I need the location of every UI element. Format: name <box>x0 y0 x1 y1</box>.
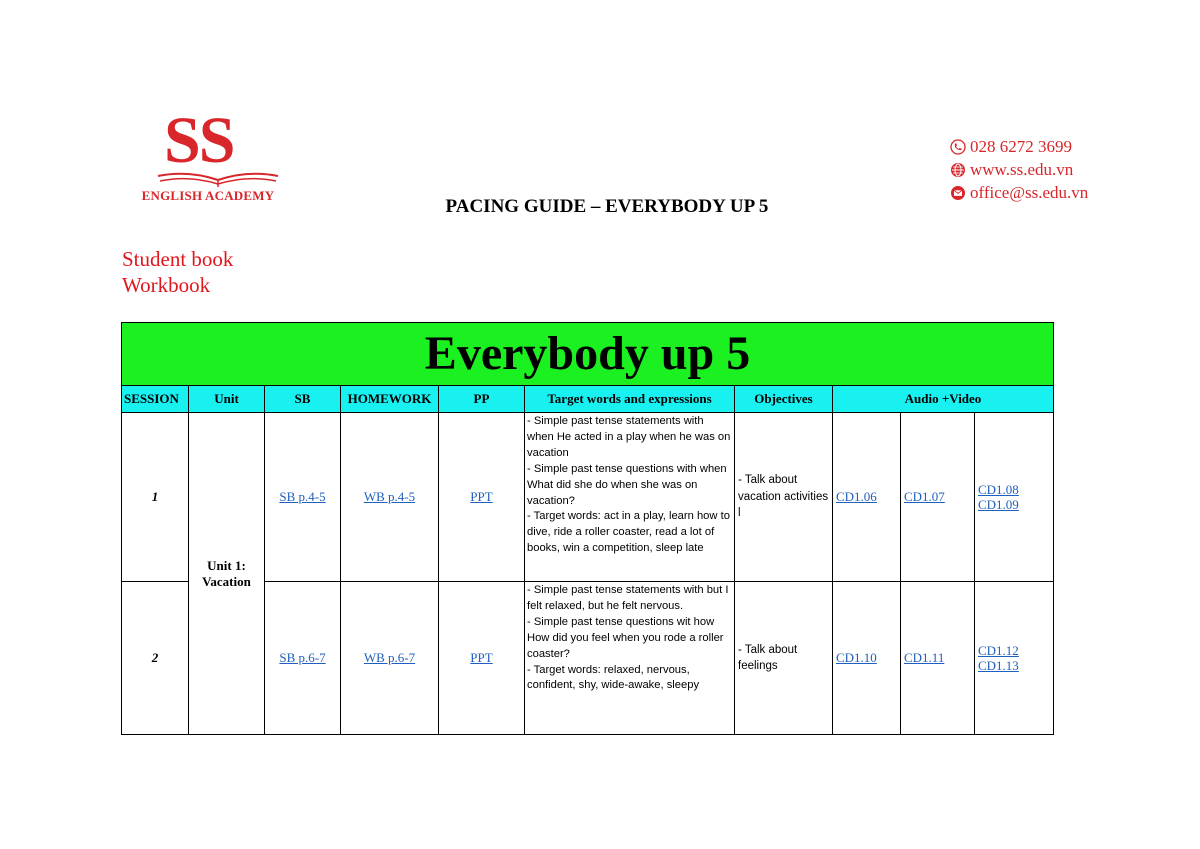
open-book-icon <box>156 172 280 188</box>
logo-name: ENGLISH ACADEMY <box>141 188 275 203</box>
homework-link[interactable]: WB p.6-7 <box>341 582 439 735</box>
contact-phone <box>950 135 1088 158</box>
header-sb: SB <box>265 386 341 413</box>
table-header-row <box>122 386 1054 413</box>
student-book-link[interactable]: Student book <box>122 247 234 271</box>
logo-letters: SS <box>164 104 234 177</box>
workbook-link[interactable]: Workbook <box>122 273 211 297</box>
header-unit: Unit <box>189 386 265 413</box>
contact-website <box>950 158 1088 181</box>
audio-link[interactable]: CD1.06 <box>833 413 901 582</box>
objectives-cell: - Talk about vacation activities l <box>735 413 833 582</box>
email-link[interactable]: office@ss.edu.vn <box>970 182 1089 202</box>
audio-link[interactable]: CD1.13 <box>978 658 1019 673</box>
phone-number: 028 6272 3699 <box>970 136 1072 156</box>
website-link[interactable]: www.ss.edu.vn <box>970 159 1074 179</box>
objectives-cell: - Talk about feelings <box>735 582 833 735</box>
homework-link[interactable]: WB p.4-5 <box>341 413 439 582</box>
table-row <box>122 413 1054 582</box>
table-banner: Everybody up 5 <box>122 323 1054 386</box>
header-audio-video: Audio +Video <box>833 386 1054 413</box>
ppt-link[interactable]: PPT <box>439 582 525 735</box>
contact-block <box>950 135 1088 204</box>
audio-link[interactable]: CD1.09 <box>978 497 1019 512</box>
sb-link[interactable]: SB p.6-7 <box>265 582 341 735</box>
book-links <box>122 246 233 298</box>
ppt-link[interactable]: PPT <box>439 413 525 582</box>
audio-link[interactable]: CD1.10 <box>833 582 901 735</box>
target-words-cell: - Simple past tense statements with when He acted in a play when he was on vacation - Simple past tense questions with when What did she do when she was on vacation? - Target words: act in a play, learn how to dive, ride a roller coaster, read a lot of books, win a competition, sleep late <box>525 413 735 582</box>
header-homework: HOMEWORK <box>341 386 439 413</box>
header-objectives: Objectives <box>735 386 833 413</box>
pacing-table <box>121 322 1054 735</box>
unit-label: Unit 1: Vacation <box>189 413 265 735</box>
audio-link[interactable]: CD1.08 <box>978 482 1019 497</box>
audio-link[interactable]: CD1.11 <box>901 582 975 735</box>
document-title <box>0 196 1200 218</box>
header-pp: PP <box>439 386 525 413</box>
header-session: SESSION <box>122 386 189 413</box>
phone-icon <box>950 139 966 155</box>
audio-link[interactable]: CD1.12 <box>978 643 1019 658</box>
audio-link[interactable]: CD1.07 <box>901 413 975 582</box>
document-title-text: PACING GUIDE – EVERYBODY UP 5 <box>445 196 769 217</box>
academy-logo <box>141 104 290 208</box>
audio-link-pair <box>975 582 1054 735</box>
audio-link-pair <box>975 413 1054 582</box>
session-number: 1 <box>122 413 189 582</box>
header-target-words: Target words and expressions <box>525 386 735 413</box>
target-words-cell: - Simple past tense statements with but I felt relaxed, but he felt nervous. - Simple past tense questions wit how How did you feel when you rode a roller coaster? - Target words: relaxed, nervous, confident, shy, wide-awake, sleepy <box>525 582 735 735</box>
sb-link[interactable]: SB p.4-5 <box>265 413 341 582</box>
session-number: 2 <box>122 582 189 735</box>
globe-icon <box>950 162 966 178</box>
